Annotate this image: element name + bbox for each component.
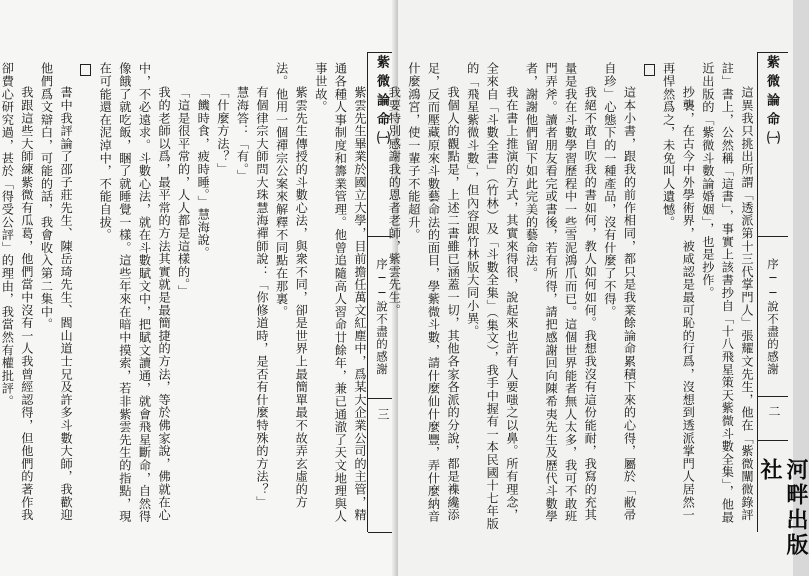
right-paragraph-7: 我要特別感謝我的恩者老師，紫雲先生。 [387,86,402,317]
right-running-title: 紫微論命㈠ [764,55,779,150]
left-page [0,0,398,576]
left-header-rule-side [367,52,368,532]
publisher-imprint: 河畔出版社 [757,458,809,558]
right-header-rule-top [758,52,788,53]
section-break-mark [75,62,95,532]
left-paragraph-1: 紫雲先生畢業於國立大學，目前擔任萬文紅塵中，爲某大企業公司的主管，精通各種人事制度和籌業管理。他曾追隨高人習命廿餘年，兼已通澈了天文地理與人事世故。 [313,62,367,523]
right-paragraph-3: 這本小書，跟我的前作相同，都只是我業餘論命累積下來的心得，屬於「敝帚自珍」心態下的一種產品，沒有什麼了不得。 [602,62,637,522]
left-paragraph-4: 慧海答：「有。」 [235,86,250,183]
section-square-icon [644,64,655,76]
left-page-number: 三 [376,408,390,420]
right-page-body [387,62,756,532]
left-header-rule-bottom [368,532,394,533]
right-section-break-mark [638,62,658,532]
left-section-title: 序──說不盡的感謝 [375,258,389,376]
left-paragraph-2: 紫雲先生傳授的斗數心法，與衆不同，卻是世界上最簡單最不故弄玄虛的方法。他用一個禪宗公案來解釋不同點在那裏。 [274,62,309,509]
left-paragraph-5: 「什麼方法？」 [215,86,230,176]
right-paragraph-2: 抄襲，在古今中外學術界，被咸認是最可恥的行爲，沒想到透派掌門人居然一再悍然爲之，未免叫人遺憾。 [661,62,696,522]
right-page-number: 二 [767,405,781,417]
right-paragraph-1: 這異我只挑出所謂「透派第十三代掌門人」張耀文先生，他在「紫微闡微錄評註」書上，公然稱「這書」，事實上該書抄自「十八飛星策天紫微斗數全集」，他最近出版的「紫微斗數論婚姻」，也是抄作。 [700,62,754,524]
section-square-icon [80,64,91,76]
right-header-rule-mid [758,236,788,237]
right-paragraph-4: 我絕不敢自吹我的書如何，教人如何如何。我想我沒有這份能耐，我寫的充其量是我在斗數學習歷程中一些雪泥鴻爪而已。這個世界能者無人太多，我可不敢班門弄斧。讀者朋友看完或書後，若有所得，請把感謝回向陳希夷先生及歷代斗數學者，謝謝他們留下如此完美的藝命法。 [524,62,598,523]
left-paragraph-9: 書中我評論了邵子莊先生、陳岳琦先生、閻山道士兄及許多斗數大師，我歡迎他們爲文辯白，可能的話，我會收入第二集中。 [39,62,74,522]
left-paragraph-10: 我跟這些大師練紫微有瓜葛，他們當中沒有一人我曾經認得，但他們的著作我卻費心研究過，甚於「得受公評」的理由，我當然有權批評。 [0,62,34,522]
left-page-body [0,62,369,532]
left-running-title: 紫微論命㈠ [374,55,389,150]
left-header-rule-top [368,52,394,53]
right-paragraph-6: 我個人的觀點是，上述二書雖已涵蓋一切，其他各家各派的分說，都是襍纔添足，反而壓藏原來斗數藝命法的面目，學紫微斗數，請什麼仙什麼豐，弄什麼納音什麼鴻宮，使一輩子不能超升。 [406,62,461,523]
left-paragraph-3: 有個律宗大師問大珠慧海禪師說：「你修道時，是否有什麼特殊的方法？」 [255,86,270,509]
left-paragraph-6: 「饑時食，疲時睡。」慧海說。 [196,86,211,260]
right-header-rule-num [758,440,788,441]
right-header-rule-low [758,396,788,397]
left-paragraph-8: 我的老師以爲，最平常的方法其實就是最簡捷的方法，等於佛家說，佛就在心中，不必遠求。斗數心法，就在斗數賦文中，把賦文讀通，就會飛星斷命，自然得像餓了就吃飯，睏了就睡覺一樣。這些年來在暗中摸索，若非紫雲先生的指點，現在可能還在泥淖中，不能自拔。 [98,62,172,523]
left-paragraph-7: 「這是很平常的，人人都是這樣的。」 [176,86,191,298]
right-section-title: 序──說不盡的感謝 [766,258,780,376]
right-paragraph-5: 我在書上推演的方式，其實來得很，說起來也許有人要嗤之以鼻。所有理念，全來自「斗數全書」（竹林）及「斗數全集」（集文），我手中握有一本民國十七年版的「飛星紫微斗數」，但內容跟竹林版大同小異。 [465,62,519,531]
